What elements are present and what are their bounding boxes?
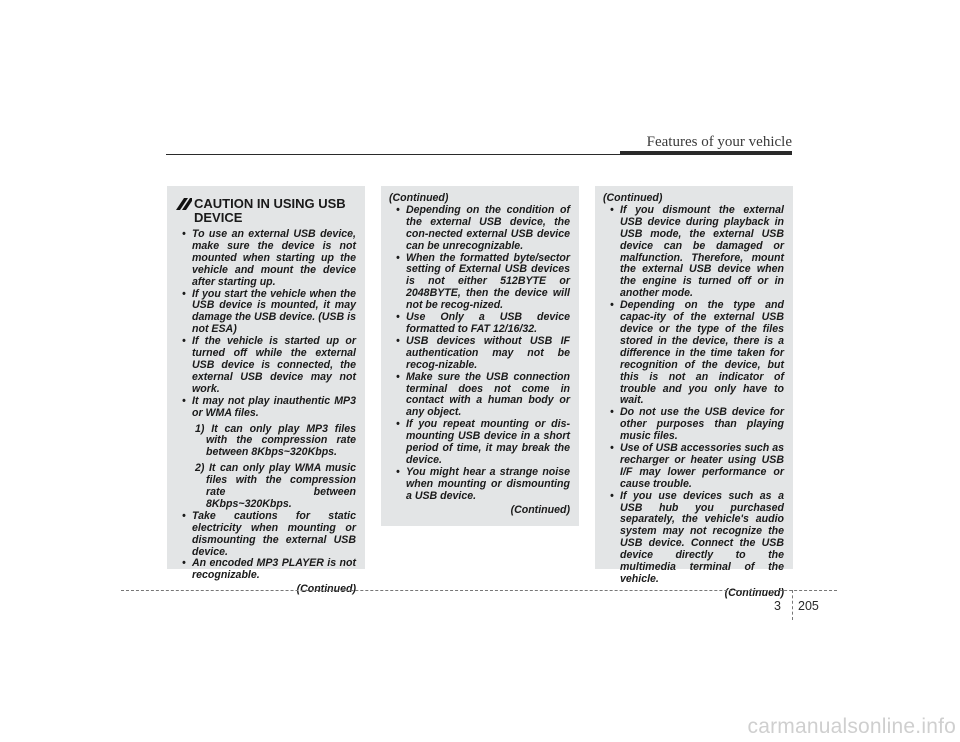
caution-list-1 <box>175 229 356 582</box>
caution-list-3 <box>603 205 784 586</box>
caution-panel-3 <box>595 186 793 599</box>
list-item: • Take cautions for static electricity when mounting or dismounting the external USB device. <box>182 509 356 558</box>
sub-item: 2) It can only play WMA music files with the compression rate between 8Kbps~320Kbps. <box>195 462 356 510</box>
sub-item: 1) It can only play MP3 files with the compression rate between 8Kbps~320Kbps. <box>195 422 356 459</box>
continued-label: (Continued) <box>603 192 663 204</box>
list-item: • If the vehicle is started up or turned off while the external USB device is connected, the external USB device may not work. <box>182 335 356 395</box>
section-title: Features of your vehicle <box>646 134 792 150</box>
continued-label: (Continued) <box>389 192 449 204</box>
list-item: • If you start the vehicle when the USB device is mounted, it may damage the USB device. (USB is not ESA) <box>182 287 356 336</box>
list-item: • Depending on the type and capac-ity of the external USB device or the type of the files stored in the device, there is a difference in the time taken for recognition of the device, but this is not an indicator of trouble and you only have to wait. <box>610 299 784 407</box>
list-item: • It may not play inauthentic MP3 or WMA files. 1) It can only play MP3 files with the compression rate between 8Kbps~320Kbps. 2) It can only play WMA music files with the compression rate between 8Kbps~320Kbps. <box>182 394 356 510</box>
continued-label: (Continued) <box>510 503 570 516</box>
continued-label: (Continued) <box>724 586 784 599</box>
page-number: 205 <box>798 599 819 613</box>
list-item: • Make sure the USB connection terminal does not come in contact with a human body or any object. <box>396 370 570 419</box>
list-item: • When the formatted byte/sector setting of External USB devices is not either 512BYTE or 2048BYTE, then the device will not be recog-nized. <box>396 251 570 312</box>
caution-stripes-icon <box>176 198 192 210</box>
list-item: • If you use devices such as a USB hub you purchased separately, the vehicle's audio system may not recognize the USB device. Connect the USB device directly to the multimedia terminal of the vehicle. <box>610 489 784 585</box>
caution-panel-1 <box>167 186 365 596</box>
list-item: • Use Only a USB device formatted to FAT 12/16/32. <box>396 311 570 335</box>
list-item: • Depending on the condition of the external USB device, the con-nected external USB device can be unrecognizable. <box>396 203 570 252</box>
list-item: • If you dismount the external USB device during playback in USB mode, the external USB device can be damaged or malfunction. Therefore, mount the external USB device when the engine is turned off or in another mode. <box>610 203 784 300</box>
list-item: • Use of USB accessories such as recharger or heater using USB I/F may lower performance or cause trouble. <box>610 442 784 490</box>
list-item: • USB devices without USB IF authentication may not be recog-nizable. <box>396 334 570 371</box>
header-divider-accent <box>620 151 792 155</box>
caution-heading <box>175 197 356 225</box>
chapter-number: 3 <box>774 599 781 613</box>
list-item: • Do not use the USB device for other purposes than playing music files. <box>610 406 784 443</box>
caution-heading-text: CAUTION IN USING USB DEVICE <box>194 196 346 225</box>
footer-divider <box>121 590 837 591</box>
list-item: • You might hear a strange noise when mounting or dismounting a USB device. <box>396 465 570 502</box>
list-item: • To use an external USB device, make sure the device is not mounted when starting up the vehicle and mount the device after starting up. <box>182 228 356 288</box>
caution-list-2 <box>389 205 570 503</box>
continued-label: (Continued) <box>296 583 356 596</box>
list-item: • If you repeat mounting or dis-mounting USB device in a short period of time, it may break the device. <box>396 418 570 466</box>
footer-page-separator <box>792 590 793 620</box>
list-item: • An encoded MP3 PLAYER is not recognizable. <box>182 557 356 582</box>
watermark: carmanualsonline.info <box>747 715 956 738</box>
caution-panel-2 <box>381 186 579 526</box>
